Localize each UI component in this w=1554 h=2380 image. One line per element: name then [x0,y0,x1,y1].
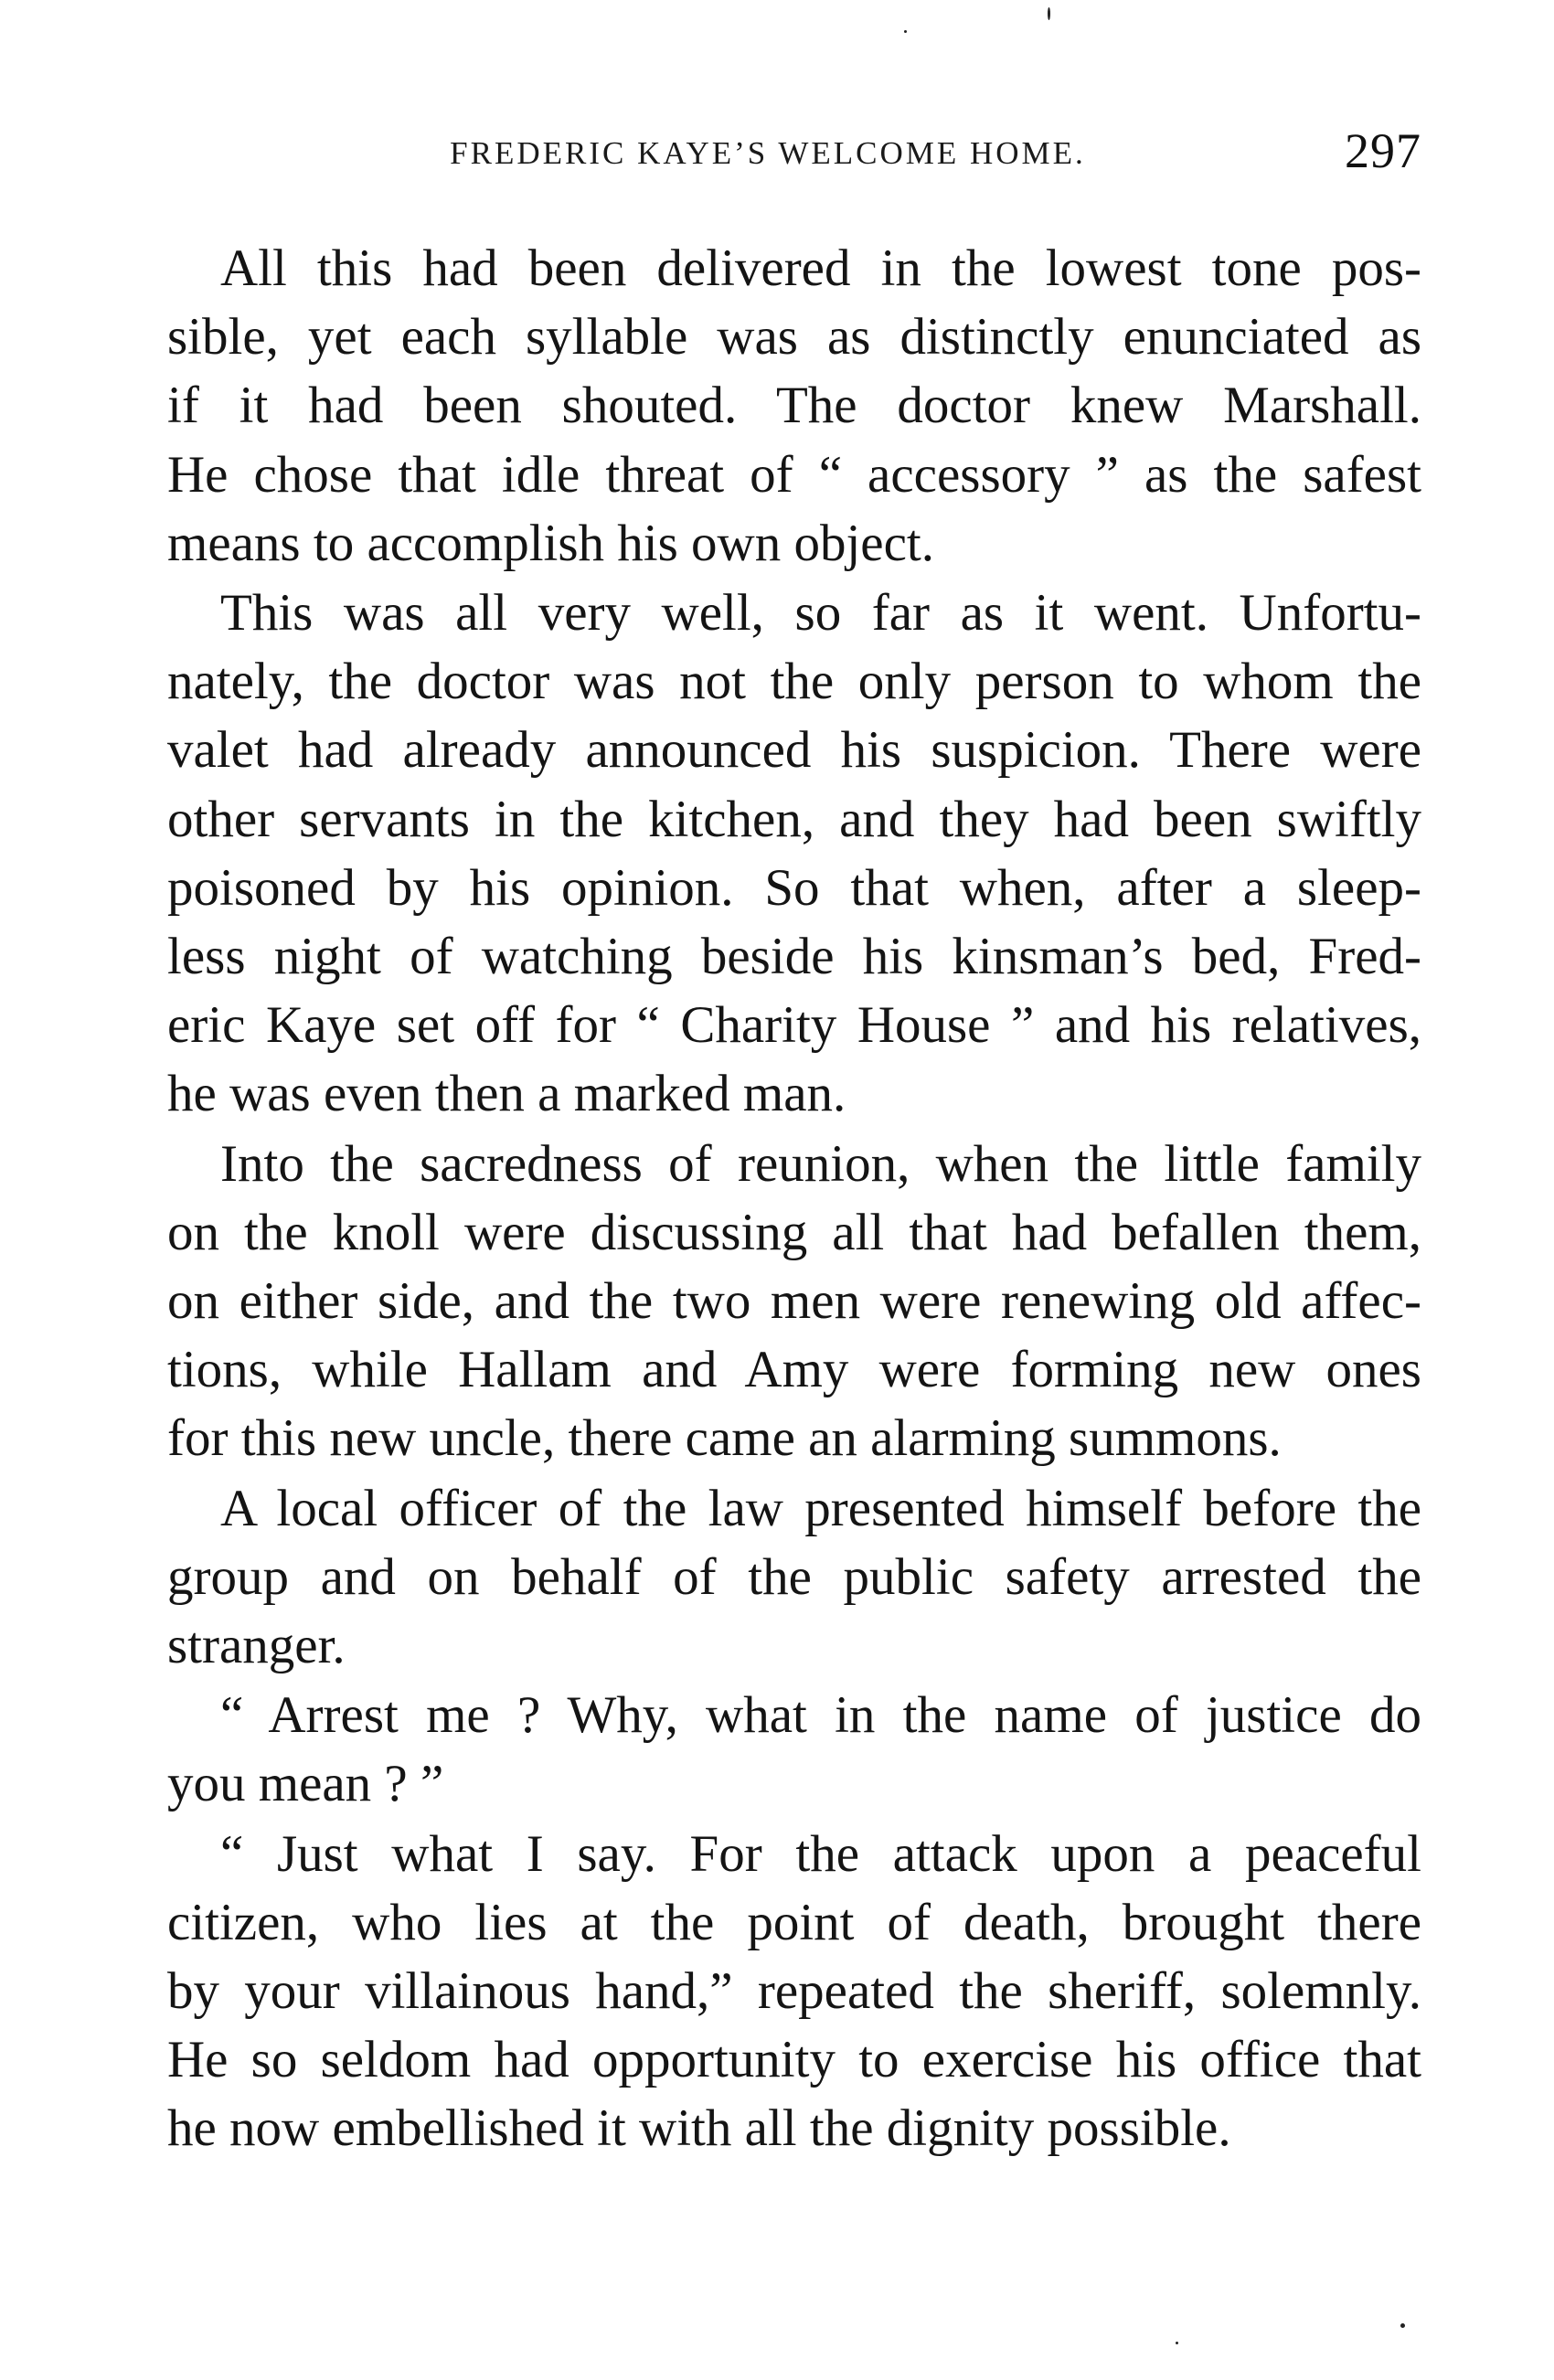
text-line: eric Kaye set off for “ Charity House ” and his relatives, [167,996,1421,1055]
text-line: He chose that idle threat of “ accessory ” as the safest [167,445,1421,504]
text-line: tions, while Hallam and Amy were forming new ones [167,1341,1421,1399]
body-text [114,234,1421,2164]
text-line: stranger. [167,1617,346,1675]
page-header [114,123,1421,192]
text-line: A local officer of the law presented himself before the [220,1479,1421,1537]
text-line: you mean ? ” [167,1755,444,1813]
print-speck [904,30,907,33]
paragraph-6 [114,1820,1421,2163]
text-line: for this new uncle, there came an alarming summons. [167,1409,1282,1468]
text-line: poisoned by his opinion. So that when, after a sleep- [167,858,1421,917]
print-speck [1176,2342,1178,2344]
text-line: he was even then a marked man. [167,1065,846,1123]
text-line: “ Just what I say. For the attack upon a peaceful [220,1824,1421,1883]
paragraph-3 [114,1130,1421,1473]
text-line: less night of watching beside his kinsman’s bed, Fred- [167,928,1421,986]
text-line: citizen, who lies at the point of death, brought there [167,1893,1421,1951]
text-line: if it had been shouted. The doctor knew Marshall. [167,377,1421,435]
text-line: group and on behalf of the public safety arrested the [167,1547,1421,1606]
running-title: FREDERIC KAYE’S WELCOME HOME. [450,135,1086,171]
text-line: “ Arrest me ? Why, what in the name of justice do [220,1686,1421,1745]
text-line: valet had already announced his suspicion. There were [167,721,1421,780]
print-speck [1400,2323,1405,2328]
paragraph-1 [114,234,1421,578]
paragraph-4 [114,1474,1421,1681]
text-line: All this had been delivered in the lowest tone pos- [220,239,1421,297]
text-line: by your villainous hand,” repeated the sheriff, solemnly. [167,1962,1421,2021]
paragraph-2 [114,579,1421,1129]
text-line: This was all very well, so far as it went. Unfortu- [220,584,1421,643]
text-line: sible, yet each syllable was as distinctly enunciated as [167,308,1421,367]
text-line: Into the sacredness of reunion, when the little family [220,1134,1421,1193]
paragraph-5 [114,1681,1421,1818]
text-line: He so seldom had opportunity to exercise his office that [167,2031,1421,2089]
text-line: on the knoll were discussing all that had befallen them, [167,1203,1421,1261]
text-line: means to accomplish his own object. [167,514,934,572]
print-speck [1048,7,1050,20]
text-line: other servants in the kitchen, and they had been swiftly [167,790,1421,848]
text-line: nately, the doctor was not the only person to whom the [167,653,1421,711]
page-number: 297 [1345,123,1421,178]
text-line: he now embellished it with all the dignity possible. [167,2099,1231,2158]
text-line: on either side, and the two men were renewing old affec- [167,1272,1421,1331]
